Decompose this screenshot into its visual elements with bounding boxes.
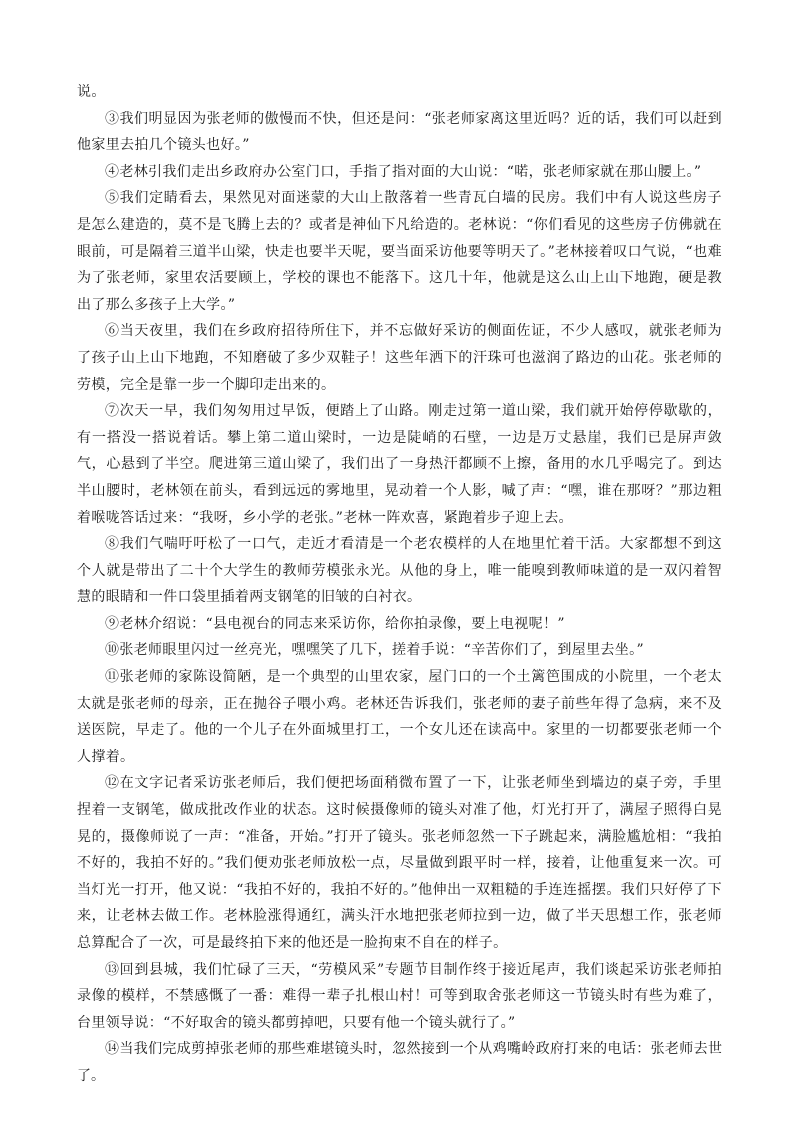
paragraph-5: ⑤我们定睛看去，果然见对面迷蒙的大山上散落着一些青瓦白墙的民房。我们中有人说这些房子是怎么建造的，莫不是飞腾上去的？或者是神仙下凡给造的。老林说：“你们看见的这些房子仿佛就在眼前，可是隔着三道半山梁，快走也要半天呢，要当面采访他要等明天了。”老林接着叹口气说，“也难为了张老师，家里农活要顾上，学校的课也不能落下。这几十年，他就是这么山上山下地跑，硬是教出了那么多孩子上大学。”	[77, 190, 722, 313]
paragraph-12: ⑫在文字记者采访张老师后，我们便把场面稍微布置了一下，让张老师坐到墙边的桌子旁，手里捏着一支钢笔，做成批改作业的状态。这时候摄像师的镜头对准了他，灯光打开了，满屋子照得白晃晃的，摄像师说了一声：“准备，开始。”打开了镜头。张老师忽然一下子跳起来，满脸尴尬相：“我拍不好的，我拍不好的。”我们便劝张老师放松一点，尽量做到跟平时一样，接着，让他重复来一次。可当灯光一打开，他又说：“我拍不好的，我拍不好的。”他伸出一双粗糙的手连连摇摆。我们只好停了下来，让老林去做工作。老林脸涨得通红，满头汗水地把张老师拉到一边，做了半天思想工作，张老师总算配合了一次，可是最终拍下来的他还是一脸拘束不自在的样子。	[77, 775, 722, 951]
paragraph-8: ⑧我们气喘吁吁松了一口气，走近才看清是一个老农模样的人在地里忙着干活。大家都想不到这个人就是带出了二十个大学生的教师劳模张永光。从他的身上，唯一能嗅到教师味道的是一双闪着智慧的眼睛和一件口袋里插着两支钢笔的旧皱的白衬衣。	[77, 536, 722, 606]
paragraph-6: ⑥当天夜里，我们在乡政府招待所住下，并不忘做好采访的侧面佐证，不少人感叹，就张老师为了孩子山上山下地跑，不知磨破了多少双鞋子！这些年洒下的汗珠可也滋润了路边的山花。张老师的劳模，完全是靠一步一个脚印走出来的。	[77, 323, 722, 393]
paragraph-13: ⑬回到县城，我们忙碌了三天，“劳模风采”专题节目制作终于接近尾声，我们谈起采访张老师拍录像的模样，不禁感慨了一番：难得一辈子扎根山村！可等到取舍张老师这一节镜头时有些为难了，台里领导说：“不好取舍的镜头都剪掉吧，只要有他一个镜头就行了。”	[77, 961, 722, 1031]
paragraph-14: ⑭当我们完成剪掉张老师的那些难堪镜头时，忽然接到一个从鸡嘴岭政府打来的电话：张老师去世了。	[77, 1041, 722, 1084]
paragraph-9: ⑨老林介绍说：“县电视台的同志来采访你，给你拍录像，要上电视呢！”	[105, 615, 565, 632]
paragraph-7: ⑦次天一早，我们匆匆用过早饭，便踏上了山路。刚走过第一道山梁，我们就开始停停歇歇的，有一搭没一搭说着话。攀上第二道山梁时，一边是陡峭的石壁，一边是万丈悬崖，我们已是屏声敛气，心悬到了半空。爬进第三道山梁了，我们出了一身热汗都顾不上擦，备用的水几乎喝完了。到达半山腰时，老林领在前头，看到远远的雾地里，晃动着一个人影，喊了声：“嘿，谁在那呀？”那边粗着喉咙答话过来：“我呀，乡小学的老张。”老林一阵欢喜，紧跑着步子迎上去。	[77, 403, 722, 526]
paragraph-3: ③我们明显因为张老师的傲慢而不快，但还是问：“张老师家离这里近吗？近的话，我们可以赶到他家里去拍几个镜头也好。”	[77, 110, 722, 154]
paragraph-10: ⑩张老师眼里闪过一丝亮光，嘿嘿笑了几下，搓着手说：“辛苦你们了，到屋里去坐。”	[105, 642, 644, 659]
paragraph-11: ⑪张老师的家陈设简陋，是一个典型的山里农家，屋门口的一个土篱笆围成的小院里，一个老太太就是张老师的母亲，正在抛谷子喂小鸡。老林还告诉我们，张老师的妻子前些年得了急病，来不及送医院，早走了。他的一个儿子在外面城里打工，一个女儿还在读高中。家里的一切都要张老师一个人撑着。	[77, 669, 722, 765]
paragraph-continuation: 说。	[77, 84, 106, 100]
paragraph-4: ④老林引我们走出乡政府办公室门口，手指了指对面的大山说：“喏，张老师家就在那山腰上。”	[105, 163, 702, 180]
document-body	[77, 79, 722, 1090]
